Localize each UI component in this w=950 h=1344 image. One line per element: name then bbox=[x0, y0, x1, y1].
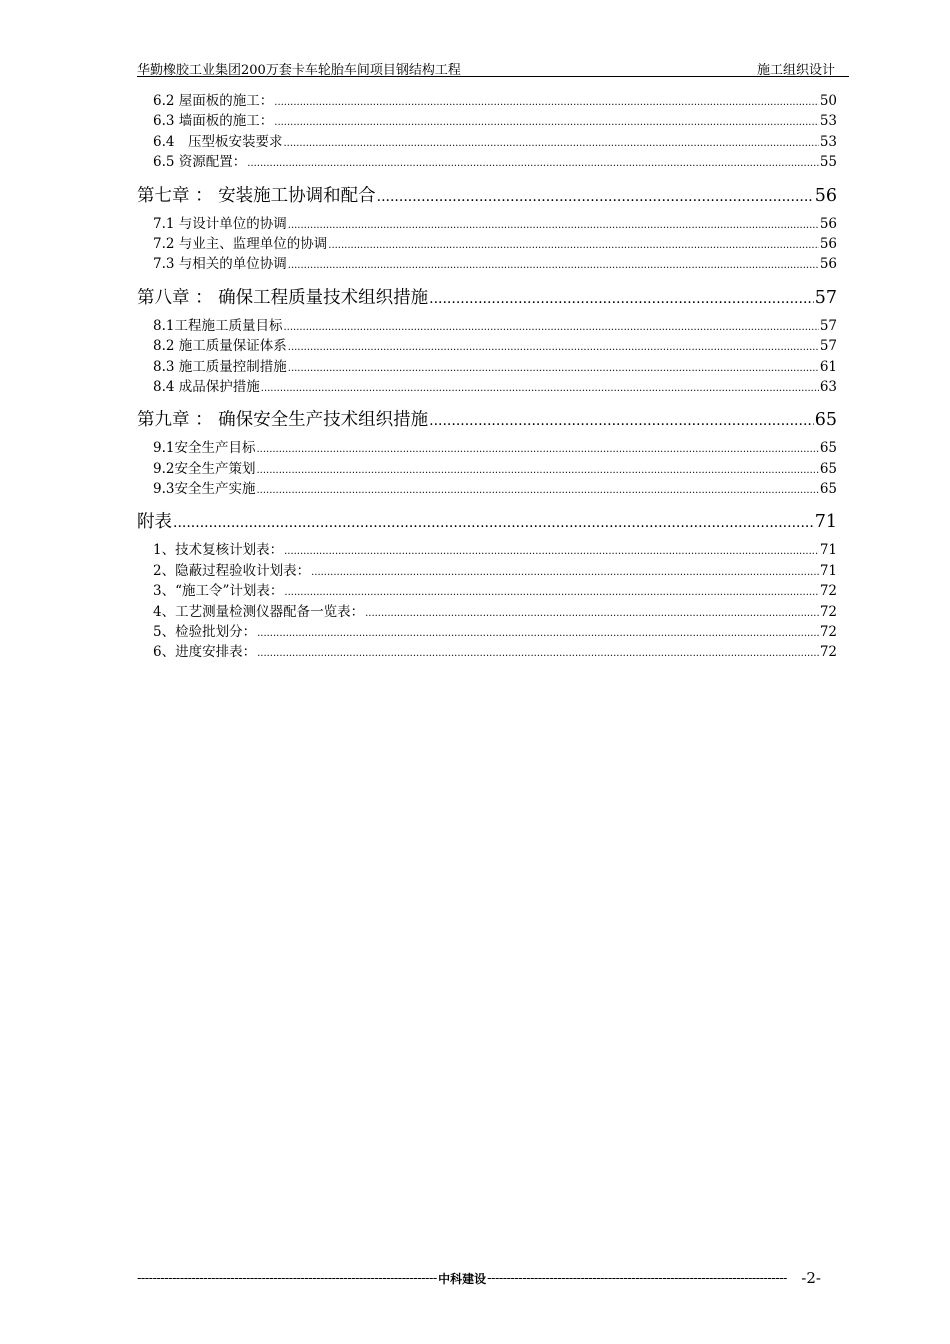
toc-entry-label: 3、“施工令”计划表： bbox=[153, 583, 284, 600]
toc-entry-page: 57 bbox=[819, 317, 837, 334]
toc-chapter-label: 第九章 ： 确保安全生产技术组织措施 bbox=[137, 410, 429, 431]
toc-entry[interactable] bbox=[137, 357, 837, 377]
dot-leader bbox=[429, 285, 814, 313]
toc-entry-label: 1、技术复核计划表： bbox=[153, 542, 284, 559]
toc-entry-page: 56 bbox=[819, 235, 837, 252]
dot-leader bbox=[311, 563, 819, 583]
dot-leader bbox=[257, 624, 819, 644]
toc-entry[interactable] bbox=[137, 377, 837, 397]
dot-leader bbox=[256, 481, 818, 501]
toc-entry[interactable] bbox=[137, 91, 837, 111]
toc-entry[interactable] bbox=[137, 214, 837, 234]
dot-leader bbox=[274, 93, 819, 113]
toc-entry-label: 2、隐蔽过程验收计划表： bbox=[153, 562, 311, 579]
toc-entry-page: 63 bbox=[819, 378, 837, 395]
toc-entry-page: 65 bbox=[819, 460, 837, 477]
toc-chapter[interactable] bbox=[137, 508, 837, 536]
toc-entry[interactable] bbox=[137, 581, 837, 601]
header-doc-type: 施工组织设计 bbox=[756, 63, 835, 78]
toc-entry-label: 5、检验批划分： bbox=[153, 624, 257, 641]
toc-entry-page: 65 bbox=[819, 440, 837, 457]
toc-entry-label: 6.3 墙面板的施工： bbox=[153, 113, 274, 130]
toc-entry[interactable] bbox=[137, 540, 837, 560]
dot-leader bbox=[284, 583, 818, 603]
toc-entry-label: 9.3安全生产实施 bbox=[153, 481, 256, 498]
toc-entry-label: 8.4 成品保护措施 bbox=[153, 378, 260, 395]
dot-leader bbox=[429, 407, 814, 435]
toc-entry-label: 6.4 压型板安装要求 bbox=[153, 133, 283, 150]
page-header bbox=[137, 58, 849, 77]
toc-chapter-page: 57 bbox=[814, 287, 837, 308]
toc-entry-label: 6.2 屋面板的施工： bbox=[153, 93, 274, 109]
toc-chapter[interactable] bbox=[137, 182, 837, 210]
toc-entry-page: 71 bbox=[819, 562, 837, 579]
toc-entry-page: 72 bbox=[819, 644, 837, 661]
dot-leader bbox=[288, 338, 819, 358]
toc-entry[interactable] bbox=[137, 622, 837, 642]
toc-entry[interactable] bbox=[137, 152, 837, 172]
dot-leader bbox=[257, 644, 819, 664]
toc-chapter[interactable] bbox=[137, 406, 837, 434]
dot-leader bbox=[274, 113, 819, 133]
toc-entry-label: 7.2 与业主、监理单位的协调 bbox=[153, 235, 328, 252]
toc-chapter-label: 附表 bbox=[137, 512, 172, 533]
toc-entry-page: 53 bbox=[819, 113, 837, 130]
toc-chapter-label: 第八章 ： 确保工程质量技术组织措施 bbox=[137, 287, 429, 308]
toc-entry-page: 55 bbox=[819, 154, 837, 171]
header-title: 华勤橡胶工业集团200万套卡车轮胎车间项目钢结构工程 bbox=[137, 63, 461, 78]
toc-chapter-page: 56 bbox=[814, 185, 837, 206]
dot-leader bbox=[288, 256, 819, 276]
toc-entry-label: 7.3 与相关的单位协调 bbox=[153, 256, 287, 273]
dot-leader bbox=[283, 134, 818, 154]
toc-entry[interactable] bbox=[137, 479, 837, 499]
toc-entry[interactable] bbox=[137, 459, 837, 479]
toc-entry-page: 50 bbox=[819, 93, 837, 109]
dot-leader bbox=[365, 604, 819, 624]
toc-entry-label: 9.2安全生产策划 bbox=[153, 460, 256, 477]
page-number: -2- bbox=[801, 1269, 821, 1287]
toc-entry-page: 72 bbox=[819, 603, 837, 620]
toc-entry[interactable] bbox=[137, 111, 837, 131]
toc-entry[interactable] bbox=[137, 316, 837, 336]
toc-entry[interactable] bbox=[137, 254, 837, 274]
toc-entry-page: 72 bbox=[819, 583, 837, 600]
toc-entry-page: 72 bbox=[819, 624, 837, 641]
dot-leader bbox=[288, 216, 819, 236]
toc-entry-label: 8.2 施工质量保证体系 bbox=[153, 338, 287, 355]
toc-entry-label: 8.1工程施工质量目标 bbox=[153, 317, 283, 334]
toc-entry-page: 53 bbox=[819, 133, 837, 150]
dot-leader bbox=[283, 318, 818, 338]
toc-entry-label: 7.1 与设计单位的协调 bbox=[153, 215, 287, 232]
toc-entry-label: 6.5 资源配置： bbox=[153, 154, 247, 171]
toc-chapter[interactable] bbox=[137, 284, 837, 312]
dot-leader bbox=[288, 359, 819, 379]
toc-entry-label: 9.1安全生产目标 bbox=[153, 440, 256, 457]
footer-company: 中科建设 bbox=[438, 1271, 487, 1286]
toc-chapter-label: 第七章 ： 安装施工协调和配合 bbox=[137, 185, 376, 206]
dot-leader bbox=[377, 183, 814, 211]
toc-entry[interactable] bbox=[137, 438, 837, 458]
toc-entry[interactable] bbox=[137, 234, 837, 254]
footer-dash-line-left bbox=[137, 1271, 437, 1286]
dot-leader bbox=[328, 236, 819, 256]
toc-entry-page: 71 bbox=[819, 542, 837, 559]
dot-leader bbox=[247, 154, 819, 174]
toc-chapter-page: 65 bbox=[814, 410, 837, 431]
dot-leader bbox=[256, 440, 818, 460]
footer-dash-line-right bbox=[487, 1271, 787, 1286]
dot-leader bbox=[173, 509, 814, 537]
toc-entry-label: 4、工艺测量检测仪器配备一览表： bbox=[153, 603, 365, 620]
toc-entry[interactable] bbox=[137, 642, 837, 662]
toc-entry[interactable] bbox=[137, 132, 837, 152]
toc-entry-page: 65 bbox=[819, 481, 837, 498]
dot-leader bbox=[256, 461, 818, 481]
toc-entry[interactable] bbox=[137, 602, 837, 622]
toc-entry[interactable] bbox=[137, 561, 837, 581]
table-of-contents bbox=[137, 91, 837, 663]
toc-entry-page: 56 bbox=[819, 256, 837, 273]
toc-entry-page: 61 bbox=[819, 358, 837, 375]
dot-leader bbox=[284, 542, 819, 562]
toc-entry-label: 8.3 施工质量控制措施 bbox=[153, 358, 287, 375]
page-footer bbox=[137, 1268, 849, 1288]
dot-leader bbox=[261, 379, 819, 399]
toc-entry-page: 57 bbox=[819, 338, 837, 355]
toc-entry[interactable] bbox=[137, 336, 837, 356]
toc-entry-label: 6、进度安排表： bbox=[153, 644, 257, 661]
toc-entry-page: 56 bbox=[819, 215, 837, 232]
toc-chapter-page: 71 bbox=[814, 512, 837, 533]
